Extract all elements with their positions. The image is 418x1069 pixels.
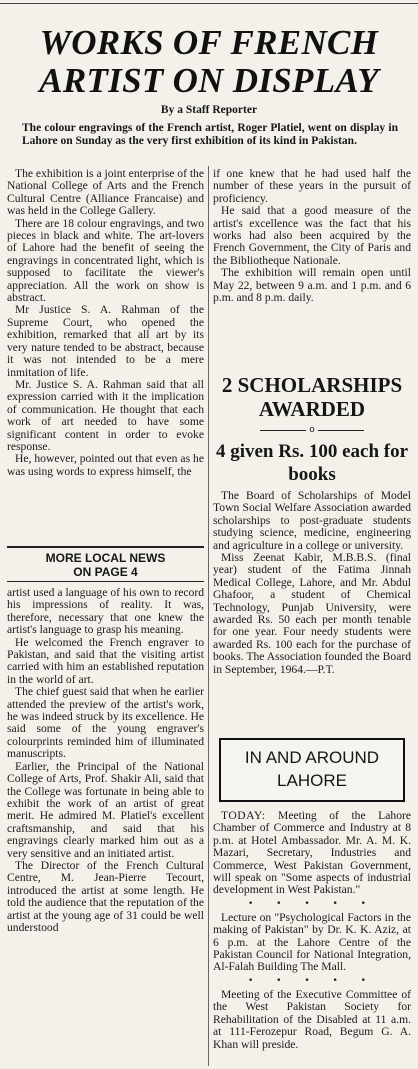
around-box-line-1: IN AND AROUND bbox=[244, 748, 380, 767]
more-news-line-1: MORE LOCAL NEWS bbox=[45, 551, 166, 565]
scholarships-body bbox=[213, 490, 411, 710]
paragraph: Earlier, the Principal of the National College of Arts, Prof. Shakir Ali, said that the College was fortunate in being able to exhibit the work of an artist of great merit. He admired M. Platiel's excellent craftsmanship, and said that his engravings clearly marked him out as a very sensitive and an initiated artist. bbox=[7, 759, 204, 860]
article-column-2 bbox=[213, 168, 411, 368]
scholarships-subhead: 4 given Rs. 100 each for books bbox=[215, 441, 409, 485]
paragraph: There are 18 colour engravings, and two pieces in black and white. The art-lovers of Lahore had the benefit of seeing the engravings in concentrated light, which is supposed to facilitate the viewer's appreciation. All the work on show is abstract. bbox=[7, 216, 204, 305]
paragraph: He, however, pointed out that even as he was using words to express himself, the bbox=[7, 452, 204, 478]
byline: By a Staff Reporter bbox=[160, 104, 258, 116]
scholarships-headline: 2 SCHOLARSHIPS AWARDED bbox=[221, 373, 403, 421]
around-box-line-2: LAHORE bbox=[277, 771, 347, 790]
listing-item bbox=[213, 810, 411, 897]
article-headline bbox=[6, 24, 412, 100]
top-rule bbox=[0, 3, 418, 4]
paragraph: Mr. Justice S. A. Rahman said that all expression carried with it the implication of communication. He thought that each work of art needed to have some significant content in order to evoke response. bbox=[7, 377, 204, 453]
paragraph: The exhibition will remain open until May 22, between 9 a.m. and 1 p.m. and 6 p.m. and 8 p.m. daily. bbox=[213, 266, 411, 305]
ornament-dash bbox=[318, 430, 364, 431]
listing-item: Lecture on "Psychological Factors in the making of Pakistan" by Dr. K. K. Aziz, at 6 p.m. at the Lahore Centre of the Pakistan Council for National Integration, Al-Falah Building The Mall. bbox=[213, 910, 411, 974]
paragraph: The Board of Scholarships of Model Town Social Welfare Association awarded scholarships to post-graduate students studying science, medicine, engineering and agriculture in a college or university. bbox=[213, 490, 411, 552]
ornament-mark: o bbox=[309, 425, 315, 435]
listing-item: Meeting of the Executive Committee of the West Pakistan Society for Rehabilitation of the Disabled at 11 a.m. at 111-Ferozepur Road, Begum G. A. Khan will preside. bbox=[213, 987, 411, 1051]
paragraph: He said that a good measure of the artist's excellence was the fact that his works had also been acquired by the French Government, the City of Paris and the Bibliotheque Nationale. bbox=[213, 204, 411, 267]
more-news-line-2: ON PAGE 4 bbox=[73, 565, 138, 579]
headline-line-2: ARTIST ON DISPLAY bbox=[39, 61, 379, 100]
standfirst: The colour engravings of the French artist, Roger Platiel, went on display in Lahore on Sunday as the very first exhibition of its kind in Pakistan. bbox=[22, 122, 398, 147]
ornament-dash bbox=[260, 430, 306, 431]
paragraph: Miss Zeenat Kabir, M.B.B.S. (final year) student of the Fatima Jinnah Medical College, Lahore, and Mr. Abdul Ghafoor, a student of Chemical Technology, Punjab University, were awarded Rs. 50 each per month tenable for one year. Four needy students were awarded Rs. 100 each for the purchase of books. The Association founded the Board in September, 1964.—P.T. bbox=[213, 551, 411, 676]
today-label: TODAY: bbox=[221, 810, 266, 822]
bullet-separator: • • • • • bbox=[248, 898, 376, 909]
ornament-divider bbox=[260, 424, 364, 436]
paragraph: if one knew that he had used half the number of these years in the pursuit of proficiency. bbox=[213, 168, 411, 205]
bullet-separator: • • • • • bbox=[248, 975, 376, 986]
paragraph: The Director of the French Cultural Centre, M. Jean-Pierre Tecourt, introduced the artist at some length. He told the audience that the reputation of the artist at the young age of 31 could be well understood bbox=[7, 858, 204, 934]
headline-line-1: WORKS OF FRENCH bbox=[39, 23, 379, 62]
paragraph: Mr Justice S. A. Rahman of the Supreme Court, who opened the exhibition, remarked that all art by its very nature tended to be abstract, because it was not intended to be a mere inmitation of life. bbox=[7, 303, 204, 379]
paragraph: The chief guest said that when he earlier attended the preview of the artist's work, he was indeed struck by its excellence. He said some of the young engraver's colourprints reminded him of illuminated manuscripts. bbox=[7, 685, 204, 761]
listing-text: Meeting of the Lahore Chamber of Commerce and Industry at 8 p.m. at Hotel Ambassador. Mr. A. M. K. Mazari, Secretary, Industries and Commerce, West Pakistan Government, will speak on "Some aspects of industrial development in West Pakistan." bbox=[213, 810, 411, 897]
paragraph: artist used a language of his own to record his impressions of reality. It was, therefore, necessary that one knew the artist's language to grasp his meaning. bbox=[7, 587, 204, 637]
paragraph: The exhibition is a joint enterprise of the National College of Arts and the French Cultural Centre (Alliance Francaise) and was held in the College Gallery. bbox=[7, 168, 204, 218]
paragraph: He welcomed the French engraver to Pakistan, and said that the visiting artist carried with him an established reputation in the world of art. bbox=[7, 635, 204, 686]
article-column-1-continued bbox=[7, 587, 204, 1069]
more-local-news-box bbox=[7, 546, 204, 582]
in-and-around-lahore-box bbox=[219, 738, 405, 802]
article-column-1 bbox=[7, 168, 204, 540]
around-lahore-listings bbox=[213, 810, 411, 1065]
column-divider bbox=[208, 166, 209, 1066]
